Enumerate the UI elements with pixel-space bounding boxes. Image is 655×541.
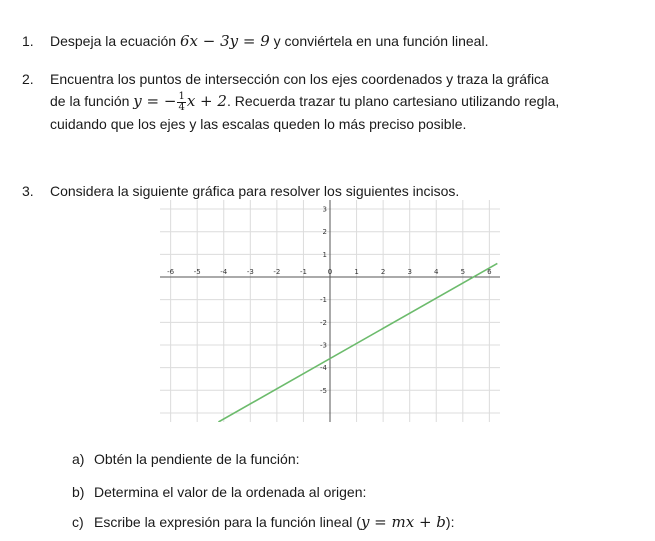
y-tick-label: 2 [322,228,327,237]
x-tick-label: 0 [327,268,333,277]
subquestion-label: b) [72,484,85,500]
y-tick-label: -4 [320,364,327,373]
question-text-start: Despeja la ecuación [50,33,177,49]
x-tick-label: -6 [167,268,175,277]
subquestion-a [72,449,300,469]
question-line-3: cuidando que los ejes y las escalas queden lo más preciso posible. [50,115,467,132]
subquestion-label: a) [72,451,85,467]
question-3 [22,180,642,202]
x-tick-label: -2 [273,268,281,277]
equation-rhs: x + 2 [186,92,227,110]
question-text: Considera la siguiente gráfica para resolver los siguientes incisos. [50,183,460,199]
x-tick-label: 3 [407,268,412,277]
y-tick-label: -2 [320,318,327,327]
question-number: 3. [22,183,34,199]
y-tick-label: -1 [320,296,327,305]
x-tick-label: -1 [299,268,307,277]
subquestion-text-start: Escribe la expresión para la función lineal ( [94,514,361,530]
fraction-denominator: 4 [178,101,185,113]
y-tick-label: 1 [322,250,327,259]
question-line-2-end: . Recuerda trazar tu plano cartesiano utilizando regla, [226,93,560,109]
x-tick-label: -4 [220,268,228,277]
subquestion-b [72,482,366,502]
formula: y = mx + b [360,513,446,531]
fraction [177,92,185,113]
subquestion-text: Obtén la pendiente de la función: [94,451,300,467]
subquestion-text-end: ): [445,514,455,530]
subquestion-c [72,512,454,532]
question-2 [22,68,642,135]
x-tick-label: 1 [354,268,359,277]
question-1 [22,30,642,52]
x-tick-label: -5 [193,268,201,277]
question-number: 1. [22,33,34,49]
y-tick-label: 3 [322,205,327,214]
question-text [50,30,642,52]
question-text-end: y conviértela en una función lineal. [273,33,489,49]
subquestion-label: c) [72,514,84,530]
x-tick-label: 5 [460,268,466,277]
x-tick-label: -3 [246,268,254,277]
equation: 6x − 3y = 9 [179,32,270,50]
equation-lhs: y = − [133,92,177,110]
x-tick-label: 6 [487,268,492,277]
fraction-numerator: 1 [178,90,185,102]
x-tick-label: 2 [380,268,386,277]
question-line-1: Encuentra los puntos de intersección con los ejes coordenados y traza la gráfica [50,71,549,87]
question-number: 2. [22,71,34,87]
function-equation [133,90,227,113]
cartesian-graph [160,200,500,422]
x-tick-label: 4 [434,268,439,277]
y-tick-label: -3 [320,341,327,350]
y-tick-label: -5 [320,386,327,395]
question-line-2-start: de la función [50,93,130,109]
question-text [50,68,642,135]
subquestion-text: Determina el valor de la ordenada al origen: [94,484,367,500]
